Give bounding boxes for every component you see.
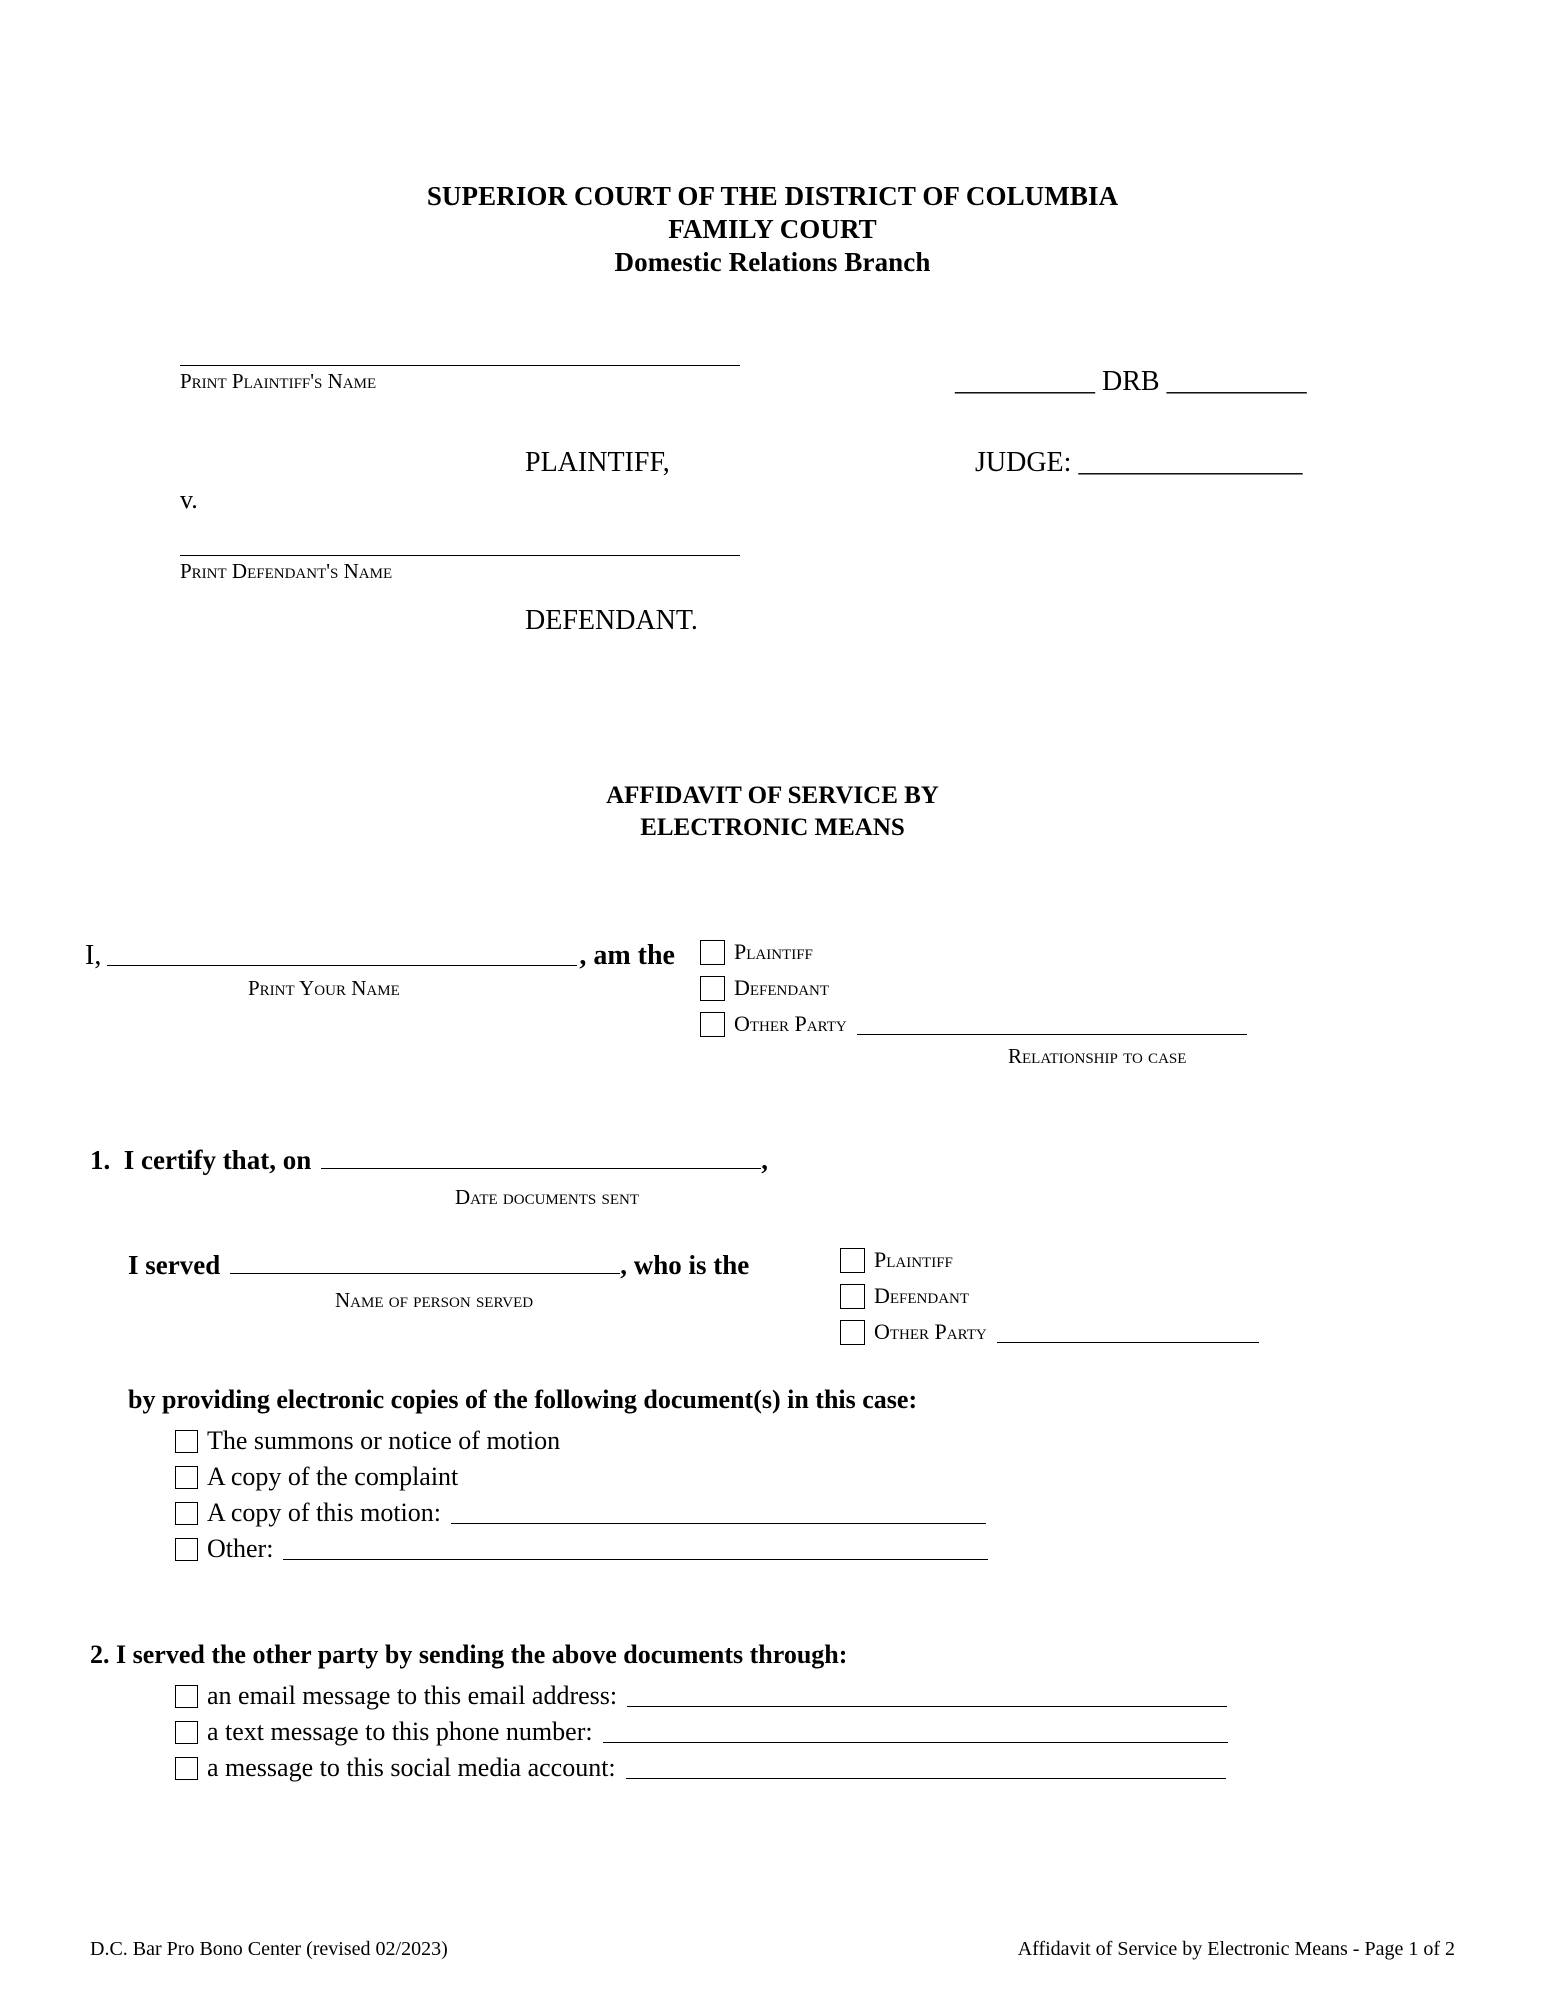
defendant-name-field[interactable] [180, 555, 740, 584]
social-media-account-input[interactable] [626, 1758, 1226, 1779]
court-header-line-2: FAMILY COURT [668, 214, 877, 244]
checkbox-social-media-icon[interactable] [175, 1757, 198, 1780]
court-header-line-3: Domestic Relations Branch [614, 247, 931, 277]
other-document-input[interactable] [283, 1539, 988, 1560]
checkbox-row-plaintiff[interactable] [700, 934, 1247, 970]
checkbox-text-message-icon[interactable] [175, 1721, 198, 1744]
checkbox-motion-label: A copy of this motion: [207, 1498, 441, 1527]
checkbox-row-served-other-party[interactable] [840, 1314, 1259, 1350]
print-your-name-caption: Print Your Name [248, 976, 400, 1000]
checkbox-served-defendant-label: Defendant [874, 1283, 970, 1308]
checkbox-served-plaintiff-label: Plaintiff [874, 1247, 953, 1272]
checkbox-row-summons[interactable] [175, 1423, 988, 1459]
item-1-certify-line [90, 1145, 768, 1176]
judge-blank[interactable]: ________________ [1078, 447, 1303, 478]
checkbox-complaint-icon[interactable] [175, 1466, 198, 1489]
judge-label: JUDGE: [975, 447, 1072, 478]
checkbox-row-complaint[interactable] [175, 1459, 988, 1495]
checkbox-summons-icon[interactable] [175, 1430, 198, 1453]
checkbox-complaint-label: A copy of the complaint [207, 1462, 459, 1491]
date-documents-sent-caption: Date documents sent [455, 1185, 640, 1209]
versus-label: v. [180, 485, 198, 514]
relationship-input[interactable] [857, 1014, 1247, 1035]
defendant-designation: DEFENDANT. [525, 605, 698, 636]
checkbox-row-served-defendant[interactable] [840, 1278, 1259, 1314]
defendant-name-label: Print Defendant's Name [180, 559, 393, 583]
documents-heading: by providing electronic copies of the following document(s) in this case: [128, 1385, 918, 1414]
served-other-party-input[interactable] [997, 1322, 1259, 1343]
checkbox-row-other-document[interactable] [175, 1531, 988, 1567]
affiant-am-the-label: , am the [579, 940, 675, 971]
email-address-input[interactable] [627, 1686, 1227, 1707]
method-checkbox-group [175, 1678, 1228, 1786]
checkbox-text-message-label: a text message to this phone number: [207, 1717, 593, 1746]
name-of-person-served-caption: Name of person served [335, 1288, 534, 1312]
case-number-line[interactable] [955, 365, 1375, 399]
affiant-intro-line [85, 940, 675, 972]
checkbox-defendant-label: Defendant [734, 975, 830, 1000]
judge-line[interactable] [975, 447, 1302, 479]
item-1-certify-label: I certify that, on [123, 1145, 312, 1175]
case-number-suffix-blank[interactable]: __________ [1166, 366, 1307, 397]
checkbox-email-label: an email message to this email address: [207, 1681, 618, 1710]
motion-copy-input[interactable] [451, 1503, 986, 1524]
affiant-i-label: I, [85, 940, 102, 971]
item-1-served-label: I served [128, 1250, 221, 1280]
item-1-certify-comma: , [761, 1145, 768, 1175]
checkbox-other-document-icon[interactable] [175, 1538, 198, 1561]
item-1-number: 1. [90, 1145, 111, 1175]
checkbox-served-other-party-label: Other Party [874, 1319, 987, 1344]
case-number-prefix-blank[interactable]: __________ [955, 366, 1095, 397]
case-caption [0, 365, 1545, 665]
checkbox-row-email[interactable] [175, 1678, 1228, 1714]
affiant-name-input[interactable] [107, 943, 577, 966]
checkbox-other-document-label: Other: [207, 1534, 274, 1563]
item-1-who-is-the-label: , who is the [620, 1250, 750, 1280]
footer-right-text: Affidavit of Service by Electronic Means - Page 1 of 2 [1017, 1938, 1455, 1960]
checkbox-row-other-party[interactable] [700, 1006, 1247, 1042]
checkbox-row-text-message[interactable] [175, 1714, 1228, 1750]
court-header-line-1: SUPERIOR COURT OF THE DISTRICT OF COLUMBIA [426, 181, 1119, 211]
phone-number-input[interactable] [603, 1722, 1228, 1743]
checkbox-social-media-label: a message to this social media account: [207, 1753, 616, 1782]
item-2-heading: 2. I served the other party by sending the above documents through: [90, 1640, 848, 1669]
checkbox-served-defendant-icon[interactable] [840, 1284, 865, 1309]
item-1-served-line [128, 1250, 749, 1281]
plaintiff-name-field[interactable] [180, 365, 740, 394]
checkbox-plaintiff-icon[interactable] [700, 940, 725, 965]
case-number-block [955, 365, 1375, 478]
document-title [0, 780, 1545, 844]
checkbox-served-plaintiff-icon[interactable] [840, 1248, 865, 1273]
checkbox-other-party-label: Other Party [734, 1011, 847, 1036]
checkbox-row-motion[interactable] [175, 1495, 988, 1531]
name-of-person-served-input[interactable] [230, 1253, 620, 1274]
checkbox-other-party-icon[interactable] [700, 1012, 725, 1037]
footer-left-text: D.C. Bar Pro Bono Center (revised 02/2023) [90, 1938, 448, 1960]
affiant-party-checkbox-group [700, 934, 1247, 1042]
document-title-line-2: ELECTRONIC MEANS [640, 814, 905, 841]
case-number-drb-label: DRB [1102, 366, 1160, 397]
plaintiff-name-label: Print Plaintiff's Name [180, 369, 377, 393]
checkbox-email-icon[interactable] [175, 1685, 198, 1708]
court-header [0, 180, 1545, 279]
served-party-checkbox-group [840, 1242, 1259, 1350]
relationship-to-case-caption: Relationship to case [1008, 1044, 1187, 1068]
checkbox-row-served-plaintiff[interactable] [840, 1242, 1259, 1278]
checkbox-served-other-party-icon[interactable] [840, 1320, 865, 1345]
checkbox-row-social-media[interactable] [175, 1750, 1228, 1786]
checkbox-defendant-icon[interactable] [700, 976, 725, 1001]
checkbox-motion-icon[interactable] [175, 1502, 198, 1525]
checkbox-summons-label: The summons or notice of motion [207, 1426, 561, 1455]
document-checkbox-group [175, 1423, 988, 1567]
date-documents-sent-input[interactable] [321, 1148, 761, 1169]
checkbox-plaintiff-label: Plaintiff [734, 939, 813, 964]
checkbox-row-defendant[interactable] [700, 970, 1247, 1006]
document-title-line-1: AFFIDAVIT OF SERVICE BY [606, 782, 939, 809]
plaintiff-designation: PLAINTIFF, [525, 447, 670, 478]
